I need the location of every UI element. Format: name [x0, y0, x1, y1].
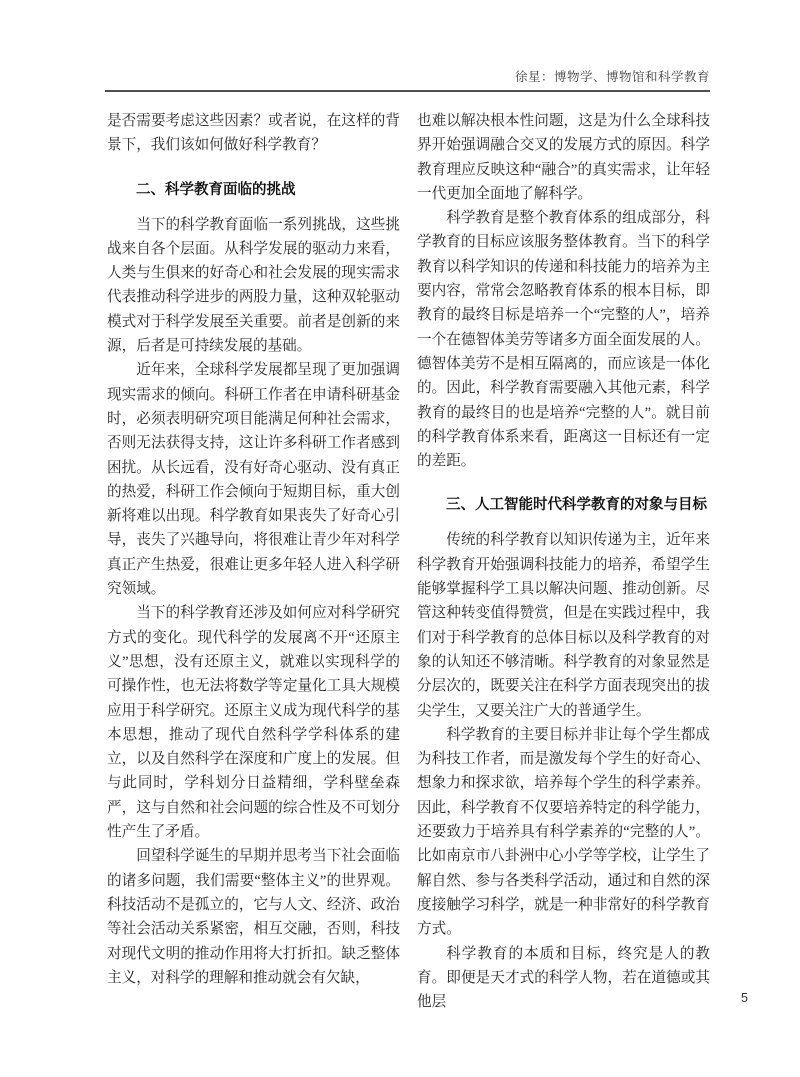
paragraph-continued: 是否需要考虑这些因素？或者说，在这样的背景下，我们该如何做好科学教育？ — [107, 113, 400, 154]
paragraph: 回望科学诞生的早期并思考当下社会面临的诸多问题，我们需要“整体主义”的世界观。科技活动不是孤立的，它与人文、经济、政治等社会活动关系紧密，相互交融，否则，科技对现代文明的推动作用将大打折扣。缺乏整体主义，对科学的理解和推动就会有欠缺， — [107, 848, 400, 986]
section-heading-3: 三、人工智能时代科学教育的对象与目标 — [446, 497, 707, 514]
page-number: 5 — [741, 991, 748, 1005]
running-header — [106, 67, 710, 85]
paragraph: 近年来，全球科学发展都呈现了更加强调现实需求的倾向。科研工作者在申请科研基金时，必须表明研究项目能满足何种社会需求，否则无法获得支持，这让许多科研工作者感到困扰。从长远看，没有好奇心驱动、没有真正的热爱，科研工作会倾向于短期目标，重大创新将难以出现。科学教育如果丧失了好奇心引导，丧失了兴趣导向，将很难让青少年对科学真正产生热爱，很难让更多年轻人进入科学研究领域。 — [107, 362, 400, 598]
paragraph: 科学教育的本质和目标，终究是人的教育。即便是天才式的科学人物，若在道德或其他层 — [417, 945, 710, 1011]
header-rule — [105, 90, 710, 92]
text-column-left — [107, 109, 400, 1014]
article-body — [107, 109, 710, 1014]
text-column-right — [417, 109, 710, 1014]
paragraph: 当下的科学教育还涉及如何应对科学研究方式的变化。现代科学的发展离不开“还原主义”思想，没有还原主义，就难以实现科学的可操作性，也无法将数学等定量化工具大规模应用于科学研究。还原主义成为现代科学的基本思想，推动了现代自然科学学科体系的建立，以及自然科学在深度和广度上的发展。但与此同时，学科划分日益精细，学科壁垒森严，这与自然和社会问题的综合性及不可划分性产生了矛盾。 — [107, 605, 400, 841]
paragraph: 传统的科学教育以知识传递为主，近年来科学教育开始强调科技能力的培养，希望学生能够掌握科学工具以解决问题、推动创新。尽管这种转变值得赞赏，但是在实践过程中，我们对于科学教育的总体目标以及科学教育的对象的认知还不够清晰。科学教育的对象显然是分层次的，既要关注在科学方面表现突出的拔尖学生，又要关注广大的普通学生。 — [417, 532, 710, 719]
paragraph-continued: 也难以解决根本性问题，这是为什么全球科技界开始强调融合交叉的发展方式的原因。科学教育理应反映这种“融合”的真实需求，让年轻一代更加全面地了解科学。 — [417, 113, 710, 202]
paragraph: 科学教育是整个教育体系的组成部分，科学教育的目标应该服务整体教育。当下的科学教育以科学知识的传递和科技能力的培养为主要内容，常常会忽略教育体系的根本目标，即教育的最终目标是培养一个“完整的人”，培养一个在德智体美劳等诸多方面全面发展的人。德智体美劳不是相互隔离的，而应该是一体化的。因此，科学教育需要融入其他元素，科学教育的最终目的也是培养“完整的人”。就目前的科学教育体系来看，距离这一目标还有一定的差距。 — [417, 210, 710, 470]
paragraph: 当下的科学教育面临一系列挑战，这些挑战来自各个层面。从科学发展的驱动力来看，人类与生俱来的好奇心和社会发展的现实需求代表推动科学进步的两股力量，这种双轮驱动模式对于科学发展至关重要。前者是创新的来源，后者是可持续发展的基础。 — [107, 216, 400, 355]
running-header-title: 徐星：博物学、博物馆和科学教育 — [514, 70, 710, 84]
paragraph: 科学教育的主要目标并非让每个学生都成为科技工作者，而是激发每个学生的好奇心、想象力和探求欲，培养每个学生的科学素养。因此，科学教育不仅要培养特定的科学能力，还要致力于培养具有科学素养的“完整的人”。比如南京市八卦洲中心小学等学校，让学生了解自然、参与各类科学活动，通过和自然的深度接触学习科学，就是一种非常好的科学教育方式。 — [417, 726, 710, 938]
section-heading-2: 二、科学教育面临的挑战 — [136, 181, 296, 198]
